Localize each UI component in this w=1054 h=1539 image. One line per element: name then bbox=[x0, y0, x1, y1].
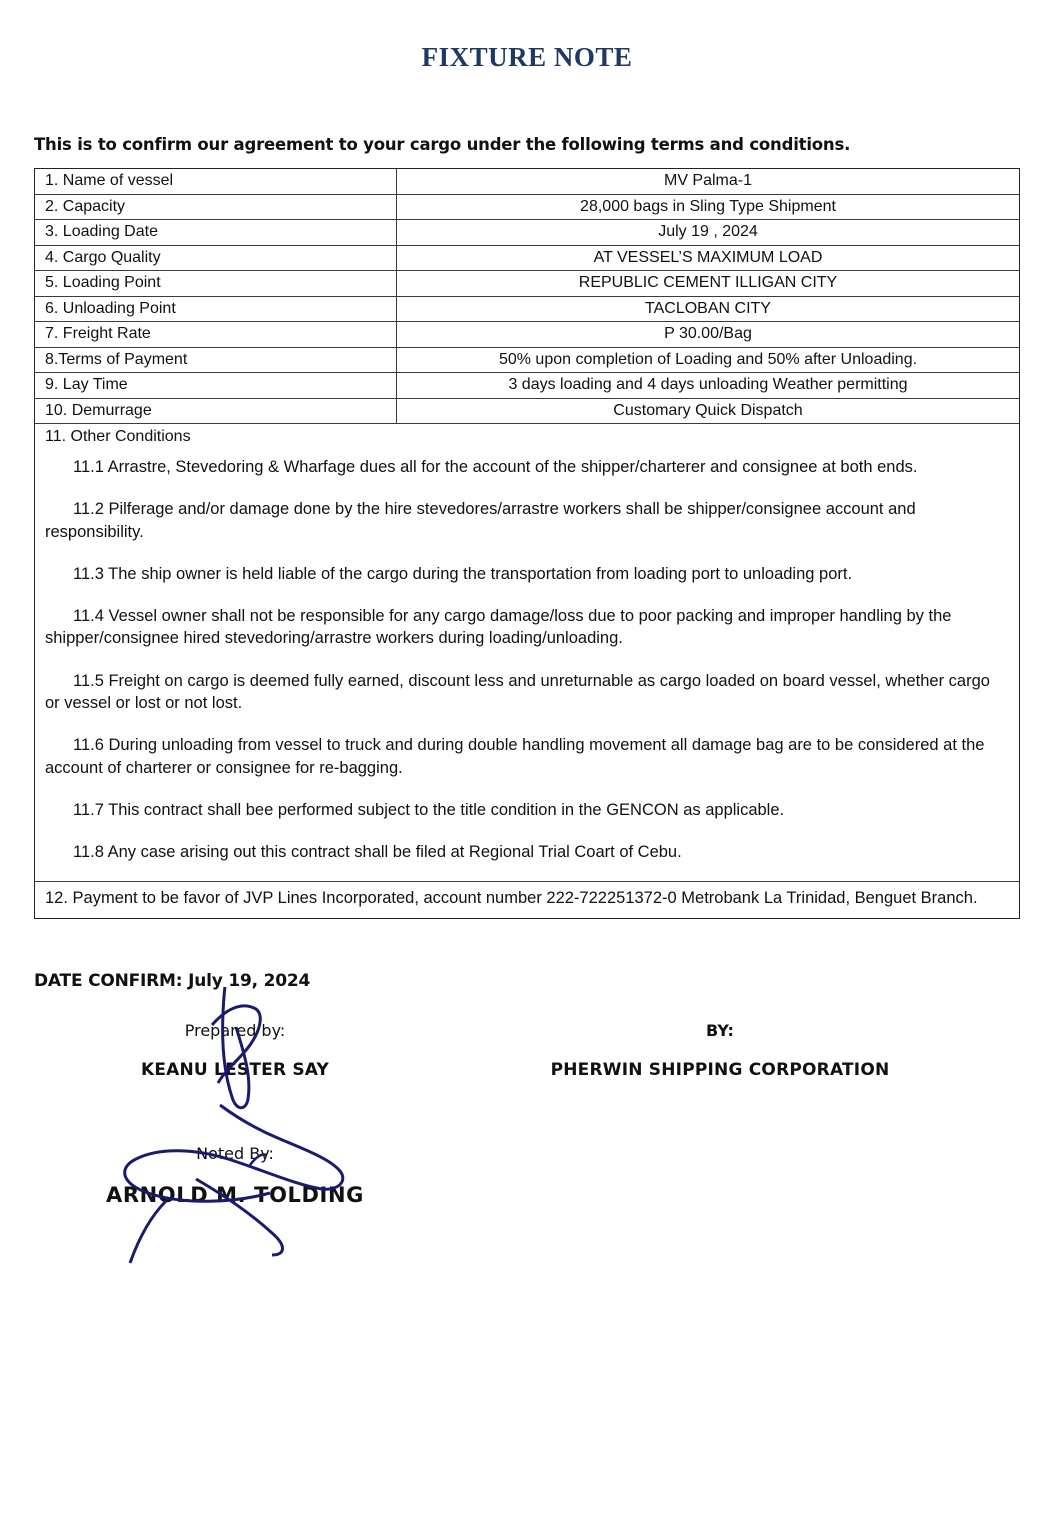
term-value: MV Palma-1 bbox=[397, 169, 1020, 194]
term-value: AT VESSEL’S MAXIMUM LOAD bbox=[397, 245, 1020, 271]
signature-area bbox=[0, 1021, 1054, 1251]
table-row bbox=[35, 169, 1019, 194]
clause-11-6: 11.6 During unloading from vessel to truck and during double handling movement all damage bag are to be considered at the account of charterer or consignee for re-bagging. bbox=[45, 736, 985, 777]
term-label: 6. Unloading Point bbox=[35, 296, 397, 322]
term-label: 3. Loading Date bbox=[35, 220, 397, 246]
table-row bbox=[35, 373, 1019, 399]
term-label: 8.Terms of Payment bbox=[35, 347, 397, 373]
term-label: 1. Name of vessel bbox=[35, 169, 397, 194]
table-row bbox=[35, 220, 1019, 246]
term-value: REPUBLIC CEMENT ILLIGAN CITY bbox=[397, 271, 1020, 297]
clause-11-2: 11.2 Pilferage and/or damage done by the hire stevedores/arrastre workers shall be shipper/consignee account and responsibility. bbox=[45, 500, 916, 541]
by-company-name: PHERWIN SHIPPING CORPORATION bbox=[550, 1059, 890, 1080]
other-conditions-heading: 11. Other Conditions bbox=[34, 424, 1020, 448]
term-value: P 30.00/Bag bbox=[397, 322, 1020, 348]
prepared-by-label: Prepared by: bbox=[184, 1020, 286, 1040]
term-label: 10. Demurrage bbox=[35, 398, 397, 424]
table-row bbox=[35, 296, 1019, 322]
term-label: 7. Freight Rate bbox=[35, 322, 397, 348]
terms-table bbox=[35, 169, 1019, 424]
noted-by-name: ARNOLD M. TOLDING bbox=[106, 1182, 364, 1207]
table-row bbox=[35, 271, 1019, 297]
term-value: 50% upon completion of Loading and 50% after Unloading. bbox=[397, 347, 1020, 373]
clause-11-5: 11.5 Freight on cargo is deemed fully earned, discount less and unreturnable as cargo loaded on board vessel, whether cargo or vessel or lost or not lost. bbox=[45, 671, 990, 713]
prepared-by-name: KEANU LESTER SAY bbox=[140, 1059, 330, 1080]
term-value: 28,000 bags in Sling Type Shipment bbox=[397, 194, 1020, 220]
table-row bbox=[35, 398, 1019, 424]
clause-11-7: 11.7 This contract shall bee performed subject to the title condition in the GENCON as applicable. bbox=[73, 800, 785, 819]
term-value: Customary Quick Dispatch bbox=[397, 398, 1020, 424]
signature-column-right bbox=[520, 1021, 920, 1080]
table-row bbox=[35, 347, 1019, 373]
clause-11-1: 11.1 Arrastre, Stevedoring & Wharfage dues all for the account of the shipper/charterer and consignee at both ends. bbox=[73, 458, 918, 477]
clause-11-4: 11.4 Vessel owner shall not be responsible for any cargo damage/loss due to poor packing and improper handling by the shipper/consignee hired stevedoring/arrastre workers during loading/unloading. bbox=[45, 607, 952, 648]
table-row bbox=[35, 322, 1019, 348]
clauses-section bbox=[34, 448, 1020, 881]
fixture-note-page bbox=[0, 42, 1054, 1539]
intro-paragraph: This is to confirm our agreement to your cargo under the following terms and conditions. bbox=[34, 135, 851, 154]
noted-by-block bbox=[70, 1144, 400, 1207]
term-value: TACLOBAN CITY bbox=[397, 296, 1020, 322]
terms-table-wrapper bbox=[34, 168, 1020, 424]
page-title: FIXTURE NOTE bbox=[421, 42, 633, 72]
term-value: 3 days loading and 4 days unloading Weather permitting bbox=[397, 373, 1020, 399]
term-label: 5. Loading Point bbox=[35, 271, 397, 297]
clause-11-8: 11.8 Any case arising out this contract shall be filed at Regional Trial Coart of Cebu. bbox=[73, 843, 682, 862]
term-value: July 19 , 2024 bbox=[397, 220, 1020, 246]
table-row bbox=[35, 245, 1019, 271]
term-label: 4. Cargo Quality bbox=[35, 245, 397, 271]
by-label: BY: bbox=[706, 1020, 734, 1040]
table-row bbox=[35, 194, 1019, 220]
payment-note: 12. Payment to be favor of JVP Lines Incorporated, account number 222-722251372-0 Metrobank La Trinidad, Benguet Branch. bbox=[34, 881, 1020, 918]
signature-column-left bbox=[70, 1021, 400, 1207]
term-label: 2. Capacity bbox=[35, 194, 397, 220]
noted-by-label: Noted By: bbox=[196, 1143, 274, 1163]
date-confirmed: DATE CONFIRM: July 19, 2024 bbox=[34, 970, 311, 991]
clause-11-3: 11.3 The ship owner is held liable of the cargo during the transportation from loading port to unloading port. bbox=[73, 564, 853, 583]
term-label: 9. Lay Time bbox=[35, 373, 397, 399]
